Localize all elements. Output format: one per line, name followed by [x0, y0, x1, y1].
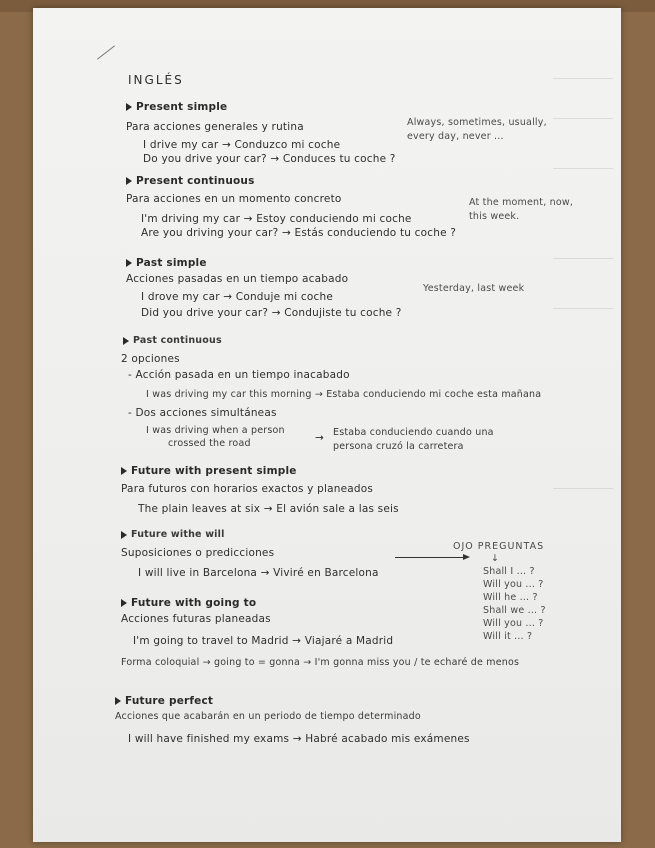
past-simple-example-1: I drove my car → Conduje mi coche — [141, 291, 334, 303]
present-continuous-example-1: I'm driving my car → Estoy conduciendo mi coche — [141, 213, 412, 225]
future-going-to-desc: Acciones futuras planeadas — [121, 613, 271, 625]
heading-present-continuous: Present continuous — [126, 176, 255, 187]
present-simple-desc: Para acciones generales y rutina — [126, 121, 304, 133]
ojo-item: Shall I ... ? — [483, 566, 535, 577]
heading-past-simple: Past simple — [126, 258, 207, 269]
ojo-item: Shall we ... ? — [483, 605, 546, 616]
future-going-to-colloquial: Forma coloquial → going to = gonna → I'm gonna miss you / te echaré de menos — [121, 657, 520, 668]
past-simple-example-2: Did you drive your car? → Condujiste tu coche ? — [141, 307, 402, 319]
future-present-simple-example: The plain leaves at six → El avión sale a las seis — [138, 503, 399, 515]
arrow-right-icon — [463, 554, 470, 560]
arrow-line — [395, 557, 465, 558]
future-present-simple-desc: Para futuros con horarios exactos y planeados — [121, 483, 374, 495]
present-continuous-example-2: Are you driving your car? → Estás conduciendo tu coche ? — [141, 227, 457, 239]
heading-present-simple: Present simple — [126, 102, 227, 113]
bullet-triangle-icon — [123, 337, 129, 345]
future-perfect-desc: Acciones que acabarán en un periodo de tiempo determinado — [115, 711, 421, 722]
page-title: INGLÉS — [128, 73, 184, 87]
future-perfect-example: I will have finished my exams → Habré acabado mis exámenes — [128, 733, 470, 745]
heading-future-will: Future withe will — [121, 530, 225, 540]
past-continuous-option-2-example-a1: I was driving when a person — [146, 425, 285, 436]
past-continuous-option-2: - Dos acciones simultáneas — [128, 407, 277, 419]
past-continuous-option-2-example-b1: Estaba conduciendo cuando una — [333, 427, 494, 438]
bullet-triangle-icon — [121, 531, 127, 539]
bullet-triangle-icon — [115, 697, 121, 705]
ojo-preguntas-heading: OJO PREGUNTAS — [453, 541, 545, 552]
heading-future-present-simple: Future with present simple — [121, 466, 297, 477]
handwritten-notes — [33, 8, 621, 842]
past-continuous-options: 2 opciones — [121, 353, 180, 365]
ojo-item: Will it ... ? — [483, 631, 533, 642]
ojo-item: Will you ... ? — [483, 579, 544, 590]
past-continuous-option-2-example-b2: persona cruzó la carretera — [333, 441, 464, 452]
bullet-triangle-icon — [121, 467, 127, 475]
heading-future-going-to: Future with going to — [121, 598, 256, 609]
past-simple-keywords: Yesterday, last week — [423, 283, 525, 294]
present-simple-keywords-2: every day, never ... — [407, 131, 504, 142]
past-continuous-option-1: - Acción pasada en un tiempo inacabado — [128, 369, 350, 381]
ojo-item: Will he ... ? — [483, 592, 538, 603]
present-simple-keywords-1: Always, sometimes, usually, — [407, 117, 547, 128]
bullet-triangle-icon — [126, 103, 132, 111]
present-continuous-desc: Para acciones en un momento concreto — [126, 193, 342, 205]
past-continuous-option-2-example-a2: crossed the road — [168, 438, 251, 449]
notebook-page — [33, 8, 621, 842]
bullet-triangle-icon — [121, 599, 127, 607]
present-continuous-keywords-1: At the moment, now, — [469, 197, 574, 208]
down-arrow-icon: ↓ — [491, 553, 500, 564]
present-simple-example-2: Do you drive your car? → Conduces tu coche ? — [143, 153, 396, 165]
ojo-item: Will you ... ? — [483, 618, 544, 629]
arrow-icon: → — [315, 432, 324, 444]
present-simple-example-1: I drive my car → Conduzco mi coche — [143, 139, 341, 151]
past-simple-desc: Acciones pasadas en un tiempo acabado — [126, 273, 349, 285]
heading-past-continuous: Past continuous — [123, 336, 222, 346]
bullet-triangle-icon — [126, 177, 132, 185]
future-will-example: I will live in Barcelona → Viviré en Barcelona — [138, 567, 379, 579]
future-going-to-example: I'm going to travel to Madrid → Viajaré a Madrid — [133, 635, 394, 647]
future-will-desc: Suposiciones o predicciones — [121, 547, 275, 559]
bullet-triangle-icon — [126, 259, 132, 267]
past-continuous-option-1-example: I was driving my car this morning → Estaba conduciendo mi coche esta mañana — [146, 389, 542, 400]
heading-future-perfect: Future perfect — [115, 696, 213, 707]
present-continuous-keywords-2: this week. — [469, 211, 520, 222]
